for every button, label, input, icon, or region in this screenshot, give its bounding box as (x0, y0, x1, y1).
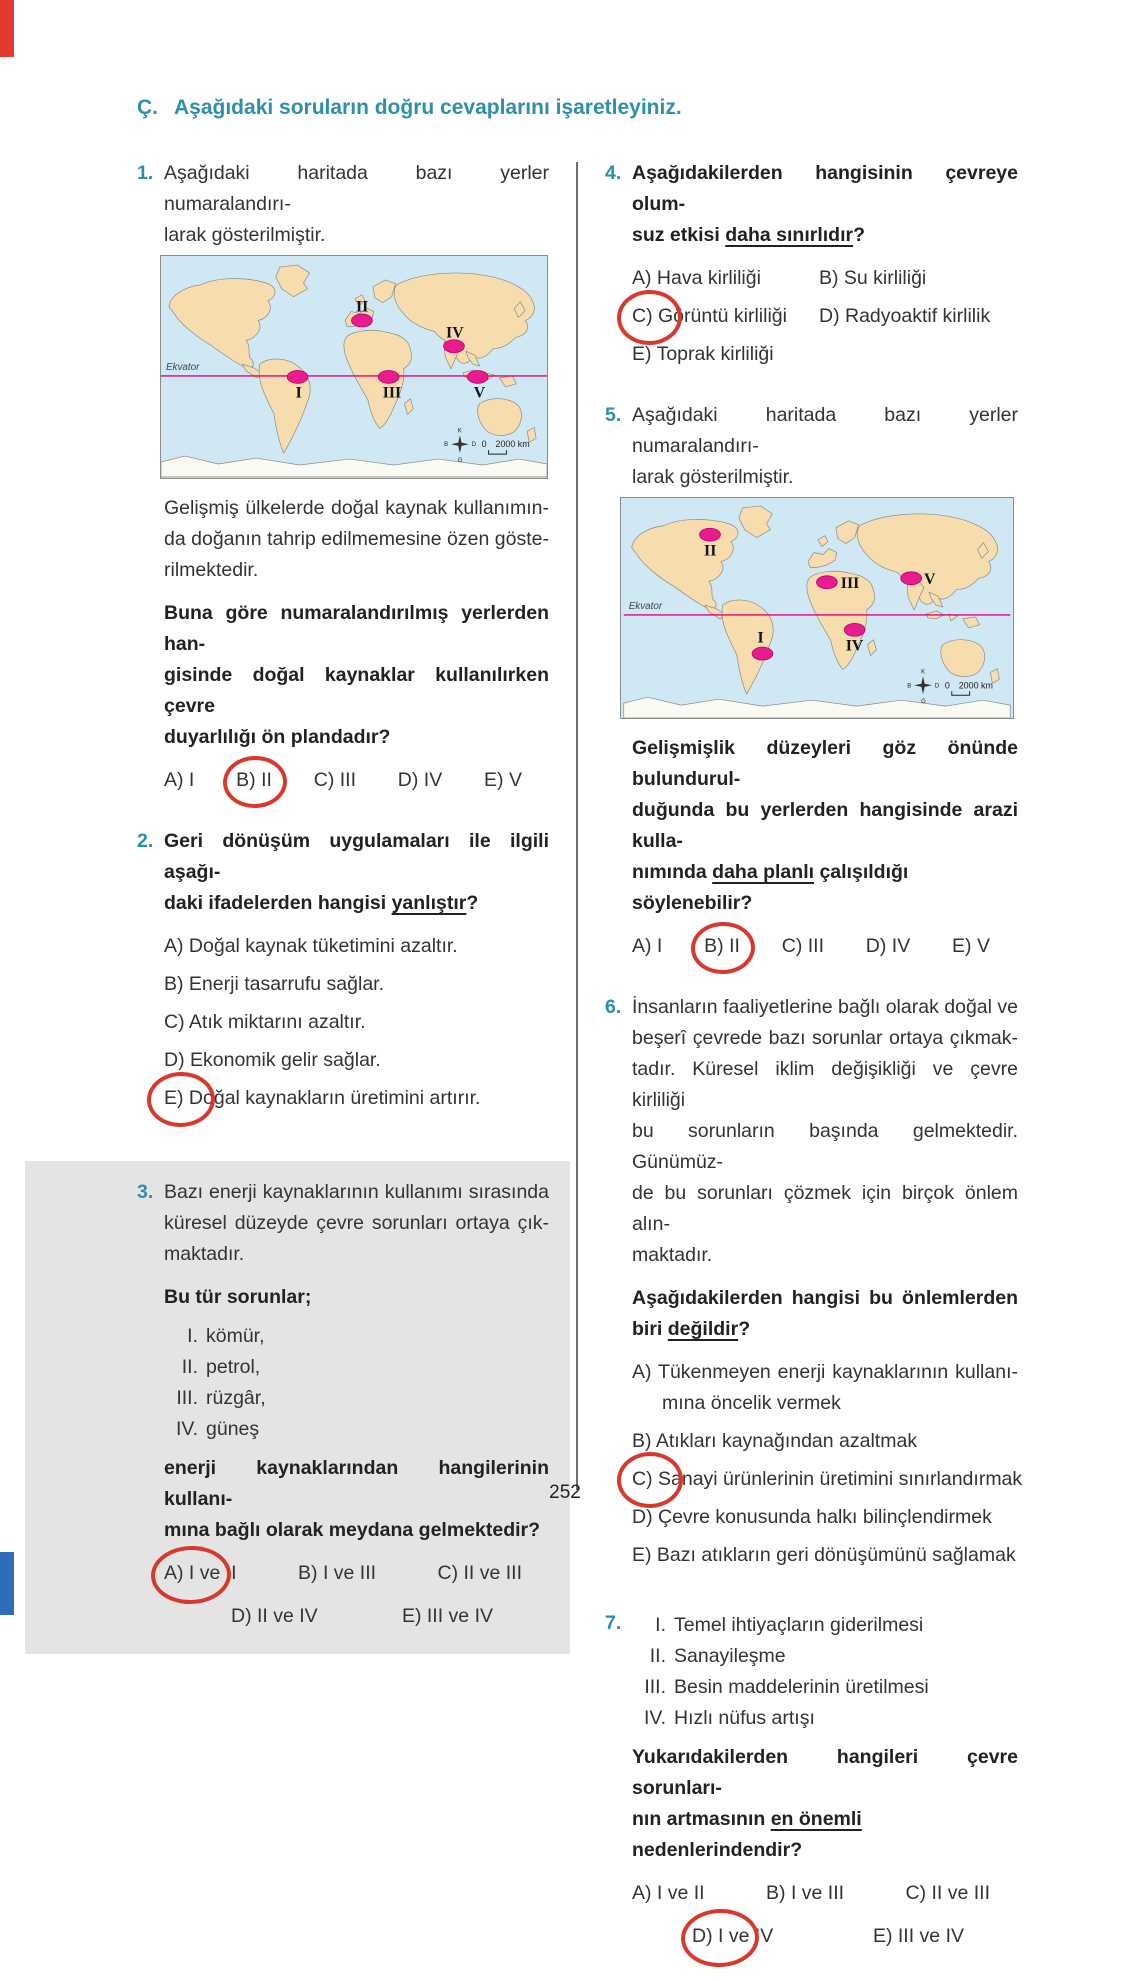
q1-options (164, 765, 522, 796)
page-number: 252 (549, 1482, 581, 1503)
section-letter: Ç. (137, 96, 158, 119)
q6-option-e: E) Bazı atıkların geri dönüşümünü sağlamak (632, 1544, 1016, 1566)
q1-intro: Aşağıdaki haritada bazı yerler numaralandırı- larak gösterilmiştir. (164, 162, 549, 246)
question-6-number: 6. (605, 996, 622, 1018)
section-header (137, 96, 682, 120)
q1-option-a: A) I (164, 769, 195, 791)
q3-stem: enerji kaynaklarından hangilerinin kullanı- mına bağlı olarak meydana gelmektedir? (164, 1457, 549, 1541)
svg-text:0: 0 (481, 439, 487, 450)
svg-text:III: III (382, 384, 402, 402)
q3-option-d: D) II ve IV (231, 1605, 318, 1627)
svg-text:D: D (471, 442, 477, 449)
question-7-number: 7. (605, 1612, 622, 1634)
list-item: IV. güneş (175, 1418, 260, 1440)
q7-stem-line2: nın artmasının en önemli nedenlerindendir? (632, 1808, 862, 1861)
q3-option-b: B) I ve III (298, 1562, 377, 1584)
q1-option-c: C) III (313, 769, 356, 791)
q1-option-b: B) II (236, 765, 272, 796)
q2-option-c: C) Atık miktarını azaltır. (164, 1011, 366, 1033)
left-column (137, 158, 549, 1654)
list-item: III. Besin maddelerinin üretilmesi (644, 1676, 929, 1698)
question-3-number: 3. (137, 1181, 154, 1203)
svg-text:IV: IV (845, 637, 864, 655)
q3-options-row2 (231, 1601, 493, 1632)
question-1-number: 1. (137, 162, 154, 184)
q1-paragraph: Gelişmiş ülkelerde doğal kaynak kullanımın- da doğanın tahrip edilmemesine özen göste- rilmektedir. (164, 497, 549, 581)
question-5-number: 5. (605, 404, 622, 426)
q2-underlined-word: yanlıştır (391, 892, 467, 914)
svg-text:K: K (921, 669, 926, 676)
q2-option-a: A) Doğal kaynak tüketimini azaltır. (164, 935, 458, 957)
svg-text:K: K (457, 428, 462, 435)
svg-text:IV: IV (446, 324, 464, 342)
question-3 (137, 1177, 549, 1632)
q3-option-a: A) I ve II (164, 1558, 237, 1589)
q2-option-b: B) Enerji tasarrufu sağlar. (164, 973, 385, 995)
q6-paragraph: İnsanların faaliyetlerine bağlı olarak doğal ve beşerî çevrede bazı sorunlar ortaya çıkmak- tadır. Küresel iklim değişikliği ve çevre kirliliği bu sorunların başında gelmektedir. Günümüz- de bu sorunları çözmek için birçok önlem alın- maktadır. (632, 996, 1018, 1266)
svg-text:2000 km: 2000 km (495, 439, 530, 450)
q7-options-row1 (632, 1878, 990, 1909)
question-2-number: 2. (137, 830, 154, 852)
list-item: III. rüzgâr, (176, 1387, 266, 1409)
q5-option-e: E) V (952, 935, 990, 957)
equator-label: Ekvator (165, 361, 200, 373)
q6-option-c: C) Sanayi ürünlerinin üretimini sınırlandırmak (632, 1464, 1022, 1495)
section-title: Aşağıdaki soruların doğru cevaplarını işaretleyiniz. (174, 96, 682, 119)
page-edge-blue-bar (0, 1552, 14, 1615)
q2-option-d: D) Ekonomik gelir sağlar. (164, 1049, 381, 1071)
q3-intro: Bazı enerji kaynaklarının kullanımı sırasında küresel düzeyde çevre sorunları ortaya çık- maktadır. (164, 1181, 549, 1265)
q3-options-row1 (164, 1558, 522, 1589)
map-marker-IV (444, 324, 465, 352)
question-2 (137, 826, 549, 1121)
world-map-1 (160, 255, 548, 479)
list-item: II. petrol, (181, 1356, 261, 1378)
q1-option-d: D) IV (397, 769, 443, 791)
q4-option-c: C) Görüntü kirliliği (632, 301, 819, 332)
q6-option-b: B) Atıkları kaynağından azaltmak (632, 1430, 918, 1452)
q7-option-e: E) III ve IV (872, 1925, 964, 1947)
q5-option-d: D) IV (865, 935, 911, 957)
svg-text:III: III (840, 575, 860, 593)
list-item: I. Temel ihtiyaçların giderilmesi (655, 1614, 924, 1636)
svg-text:0: 0 (944, 680, 950, 691)
page-edge-red-bar (0, 0, 14, 57)
question-4 (605, 158, 1018, 370)
svg-text:V: V (473, 384, 486, 402)
svg-text:2000 km: 2000 km (958, 680, 993, 691)
q5-option-b: B) II (704, 931, 740, 962)
svg-text:V: V (924, 571, 936, 589)
q4-options (632, 263, 1018, 370)
q5-stem-line3: nımında daha planlı çalışıldığı söylenebilir? (632, 861, 909, 914)
svg-text:I: I (295, 384, 302, 402)
q7-option-c: C) II ve III (905, 1882, 990, 1904)
q2-option-e: E) Doğal kaynakların üretimini artırır. (164, 1083, 480, 1114)
q3-option-c: C) II ve III (437, 1562, 522, 1584)
list-item: I. kömür, (187, 1325, 265, 1347)
q5-options (632, 931, 990, 962)
q4-option-e: E) Toprak kirliliği (632, 343, 774, 365)
q2-stem: Geri dönüşüm uygulamaları ile ilgili aşağı- daki ifadelerden hangisi yanlıştır? (164, 826, 549, 919)
question-1 (137, 158, 549, 796)
svg-text:I: I (757, 629, 764, 647)
map-marker-IV (844, 623, 865, 654)
question-6 (605, 992, 1023, 1578)
question-7 (605, 1608, 1018, 1952)
q4-option-d: D) Radyoaktif kirlilik (819, 305, 991, 327)
q7-option-a: A) I ve II (632, 1882, 705, 1904)
svg-text:G: G (457, 458, 463, 465)
q5-option-c: C) III (781, 935, 824, 957)
question-4-number: 4. (605, 162, 622, 184)
q6-option-d: D) Çevre konusunda halkı bilinçlendirmek (632, 1506, 992, 1528)
world-map-2 (620, 497, 1014, 719)
svg-text:D: D (934, 683, 940, 690)
q6-underlined-word: değildir (667, 1318, 739, 1340)
list-item: IV. Hızlı nüfus artışı (643, 1707, 815, 1729)
q3-option-e: E) III ve IV (401, 1605, 493, 1627)
q5-option-a: A) I (632, 935, 663, 957)
svg-text:B: B (444, 442, 449, 449)
q4-option-a: A) Hava kirliliği (632, 267, 761, 289)
q7-option-b: B) I ve III (766, 1882, 845, 1904)
q4-underlined-phrase: daha sınırlıdır (725, 224, 854, 246)
svg-text:G: G (921, 699, 926, 706)
q4-stem: Aşağıdakilerden hangisinin çevreye olum- suz etkisi daha sınırlıdır? (632, 158, 1018, 251)
list-item: II. Sanayileşme (649, 1645, 786, 1667)
q7-options-row2 (692, 1921, 964, 1952)
q1-option-e: E) V (484, 769, 522, 791)
q4-option-b: B) Su kirliliği (819, 267, 927, 289)
q6-option-a: A) Tükenmeyen enerji kaynaklarının kullanı- mına öncelik vermek (632, 1361, 1018, 1414)
q3-subheading: Bu tür sorunlar; (164, 1286, 312, 1308)
q5-stem: Gelişmişlik düzeyleri göz önünde bulundurul- duğunda bu yerlerden hangisinde arazi kulla- nımında daha planlı çalışıldığı söylenebilir? (632, 733, 1018, 919)
q7-roman-list (632, 1610, 1018, 1734)
equator-label: Ekvator (628, 600, 663, 612)
question-3-box (25, 1161, 570, 1654)
svg-text:II: II (355, 298, 369, 316)
q6-options (632, 1357, 1023, 1578)
q2-stem-line2: daki ifadelerden hangisi yanlıştır? (164, 892, 479, 914)
q2-options (164, 931, 549, 1121)
q3-roman-list (164, 1321, 549, 1445)
q1-stem: Buna göre numaralandırılmış yerlerden han- gisinde doğal kaynaklar kullanılırken çevre duyarlılığı ön plandadır? (164, 602, 549, 748)
q7-stem: Yukarıdakilerden hangileri çevre sorunları- nın artmasının en önemli nedenlerindendir? (632, 1742, 1018, 1866)
svg-text:II: II (704, 542, 717, 560)
q6-stem-line2: biri değildir? (632, 1318, 751, 1340)
q6-stem: Aşağıdakilerden hangisi bu önlemlerden biri değildir? (632, 1283, 1018, 1345)
q7-option-d: D) I ve IV (692, 1921, 773, 1952)
q5-underlined-phrase: daha planlı (712, 861, 815, 883)
question-5 (605, 400, 1018, 962)
right-column (605, 158, 1023, 1982)
q7-underlined-phrase: en önemli (770, 1808, 862, 1830)
q5-intro: Aşağıdaki haritada bazı yerler numaralandırı- larak gösterilmiştir. (632, 404, 1018, 488)
svg-text:B: B (907, 683, 912, 690)
q4-stem-line2: suz etkisi daha sınırlıdır? (632, 224, 866, 246)
column-divider (576, 162, 578, 1490)
